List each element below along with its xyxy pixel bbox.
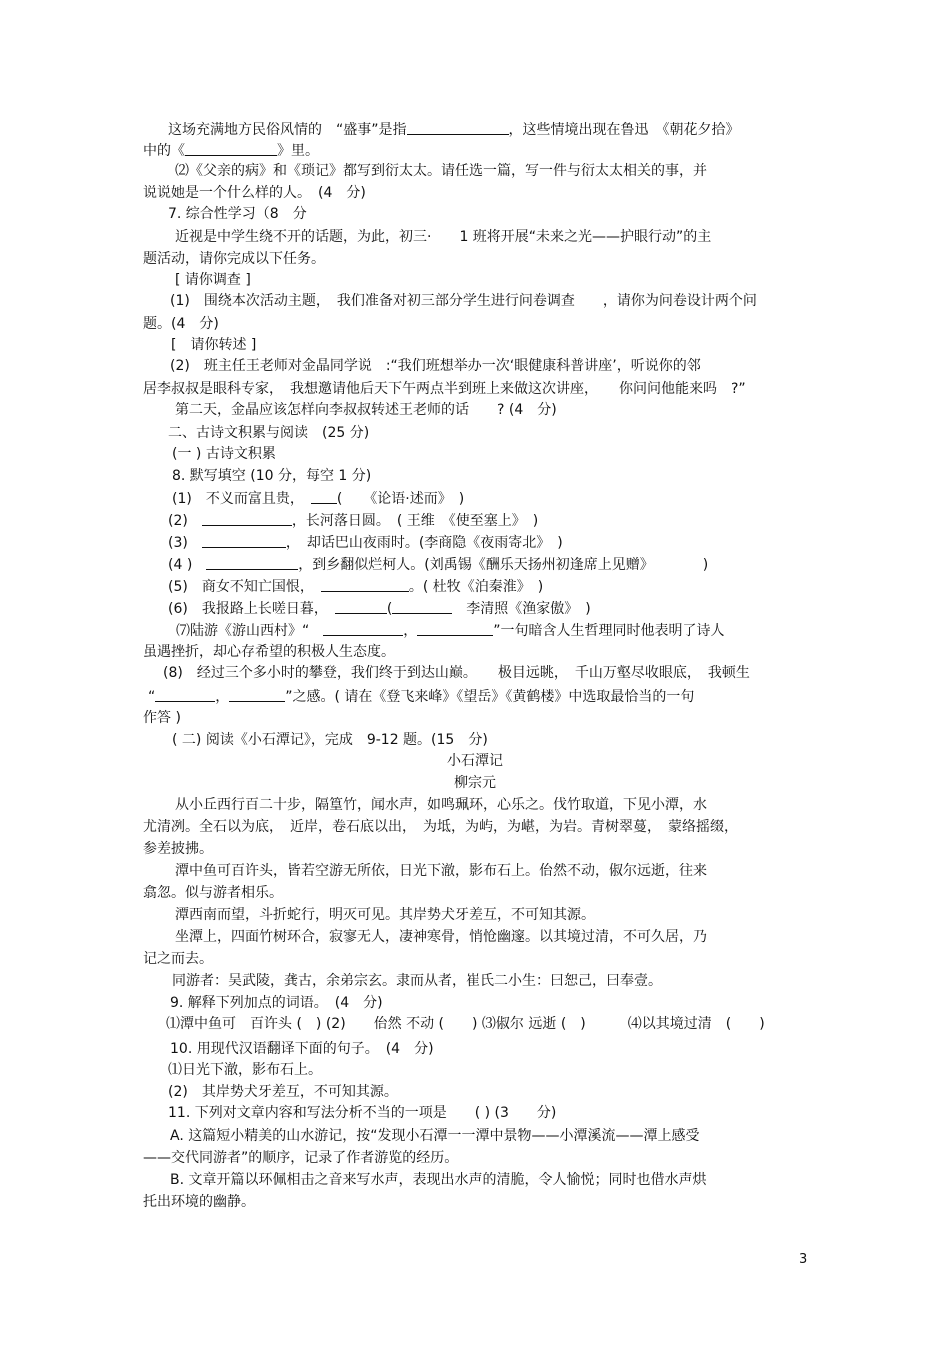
text-line — [175, 228, 711, 246]
line-text: (2) — [168, 513, 202, 529]
line-text: 参差披拂。 — [143, 841, 213, 857]
line-text: (1) 围绕本次活动主题， 我们准备对初三部分学生进行问卷调查 ，请你为问卷设计两个问 — [170, 293, 757, 309]
text-line — [143, 1149, 458, 1167]
line-text: (6) 我报路上长嗟日暮， — [168, 601, 335, 617]
text-line — [143, 840, 213, 858]
line-text: 潭西南而望，斗折蛇行，明灭可见。其岸势犬牙差互，不可知其源。 — [175, 907, 595, 923]
line-text: 8. 默写填空 (10 分，每空 1 分) — [172, 468, 372, 484]
answer-blank — [407, 120, 509, 135]
text-line — [171, 336, 256, 354]
text-line — [168, 1083, 398, 1101]
line-text: (4 ) — [168, 557, 207, 573]
text-line — [172, 445, 276, 463]
text-line — [168, 424, 369, 442]
text-line — [175, 796, 707, 814]
line-text: 尤清冽。全石以为底， 近岸，卷石底以出， 为坻，为屿，为嵁，为岩。青树翠蔓， 蒙络摇缀， — [143, 819, 738, 835]
answer-blank — [155, 687, 215, 702]
text-line — [143, 709, 181, 727]
line-text: 小石潭记 — [447, 753, 503, 769]
line-text: ，这些情境出现在鲁迅 《朝花夕拾》 — [508, 122, 740, 138]
text-line — [143, 380, 746, 398]
answer-blank — [229, 687, 285, 702]
text-line — [170, 994, 383, 1012]
line-text: B. 文章开篇以环佩相击之音来写水声，表现出水声的清脆，令人愉悦；同时也借水声烘 — [170, 1172, 707, 1188]
line-text: ”一句暗含人生哲理同时他表明了诗人 — [493, 623, 725, 639]
answer-blank — [321, 577, 409, 592]
answer-blank — [335, 599, 387, 614]
line-text: 说说她是一个什么样的人。 (4 分) — [143, 185, 366, 201]
text-line — [143, 184, 366, 202]
line-text: (一 ) 古诗文积累 — [172, 446, 276, 462]
line-text: 这场充满地方民俗风情的 “盛事”是指 — [168, 122, 407, 138]
line-text: 柳宗元 — [454, 775, 496, 791]
text-line — [166, 1015, 765, 1033]
text-line — [175, 401, 557, 419]
line-text: A. 这篇短小精美的山水游记，按“发现小石潭一一潭中景物——小潭溪流——潭上感受 — [170, 1128, 700, 1144]
answer-blank — [202, 533, 286, 548]
text-line — [168, 1104, 556, 1122]
line-text: 李清照《渔家傲》 ) — [452, 601, 591, 617]
line-text: 11. 下列对文章内容和写法分析不当的一项是 ( ) (3 分) — [168, 1105, 557, 1121]
answer-blank — [311, 489, 337, 504]
text-line — [172, 489, 464, 508]
text-line — [175, 162, 707, 180]
line-text: 题。(4 分) — [143, 316, 219, 332]
text-line — [168, 120, 740, 139]
line-text: 居李叔叔是眼科专家， 我想邀请他后天下午两点半到班上来做这次讲座， 你问问他能来吗 ?” — [143, 381, 746, 397]
line-text: [ 请你调查 ] — [175, 272, 251, 288]
line-text: 同游者：吴武陵，龚古，余弟宗玄。隶而从者，崔氏二小生：曰恕己，曰奉壹。 — [172, 973, 662, 989]
line-text: ， — [403, 623, 418, 639]
answer-blank — [323, 621, 403, 636]
line-text: 翕忽。似与游者相乐。 — [143, 885, 283, 901]
text-line — [170, 1171, 707, 1189]
text-line — [0, 752, 950, 770]
line-text: (5) 商女不知亡国恨， — [168, 579, 321, 595]
line-text: 中的《 — [143, 143, 185, 159]
line-text: 10. 用现代汉语翻译下面的句子。 (4 分) — [170, 1041, 434, 1057]
line-text: 近视是中学生绕不开的话题，为此，初三· 1 班将开展“未来之光——护眼行动”的主 — [175, 229, 712, 245]
line-text: 。( 杜牧《泊秦淮》 ) — [408, 579, 544, 595]
text-line — [168, 511, 538, 530]
text-line — [143, 315, 219, 333]
answer-blank — [417, 621, 493, 636]
line-text: ⑴日光下澈，影布石上。 — [168, 1062, 322, 1078]
text-line — [168, 555, 708, 574]
text-line — [148, 687, 694, 706]
line-text: ，到乡翻似烂柯人。(刘禹锡《酬乐天扬州初逢席上见赠》 ) — [298, 557, 709, 573]
text-line — [175, 271, 251, 289]
text-line — [143, 141, 319, 160]
text-line — [143, 950, 213, 968]
text-line — [172, 731, 488, 749]
line-text: 坐潭上，四面竹树环合，寂寥无人，凄神寒骨，悄怆幽邃。以其境过清，不可久居，乃 — [175, 929, 707, 945]
line-text: ——交代同游者”的顺序，记录了作者游览的经历。 — [143, 1150, 459, 1166]
text-line — [172, 972, 662, 990]
line-text: (3) — [168, 535, 202, 551]
text-line — [163, 664, 750, 682]
text-line — [170, 1040, 434, 1058]
text-line — [143, 884, 283, 902]
text-line — [143, 250, 325, 268]
text-line — [172, 467, 371, 485]
text-line — [143, 818, 738, 836]
line-text: 从小丘西行百二十步，隔篁竹，闻水声，如鸣珮环，心乐之。伐竹取道，下见小潭，水 — [175, 797, 707, 813]
page-number: 3 — [799, 1252, 808, 1267]
text-line — [170, 1127, 699, 1145]
text-line — [143, 1193, 255, 1211]
text-line — [176, 621, 725, 640]
line-text: ，长河落日圆。 ( 王维 《使至塞上》 ) — [291, 513, 539, 529]
text-line — [175, 928, 707, 946]
line-text: 题活动，请你完成以下任务。 — [143, 251, 325, 267]
text-line — [170, 357, 701, 375]
answer-blank — [206, 555, 298, 570]
text-line — [0, 774, 950, 792]
line-text: 虽遇挫折，却心存希望的积极人生态度。 — [143, 644, 395, 660]
line-text: ( — [386, 601, 393, 617]
line-text: (1) 不义而富且贵， — [172, 491, 311, 507]
text-line — [175, 862, 707, 880]
line-text: ， — [215, 689, 230, 705]
answer-blank — [185, 141, 277, 156]
line-text: “ — [148, 689, 156, 705]
text-line — [143, 643, 395, 661]
line-text: ⑴潭中鱼可 百许头 ( ) (2) 佁然 不动 ( ) ⑶俶尔 远逝 ( ) ⑷以其境过清 ( ) — [166, 1016, 765, 1032]
line-text: 托出环境的幽静。 — [143, 1194, 255, 1210]
text-line — [168, 577, 543, 596]
line-text: ⑵《父亲的病》和《琐记》都写到衍太太。请任选一篇，写一件与衍太太相关的事，并 — [175, 163, 707, 179]
line-text: 7. 综合性学习（8 分 — [168, 206, 307, 222]
line-text: 记之而去。 — [143, 951, 213, 967]
text-line — [170, 292, 757, 310]
line-text: ， 却话巴山夜雨时。(李商隐《夜雨寄北》 ) — [285, 535, 563, 551]
line-text: 》里。 — [277, 143, 319, 159]
line-text: (8) 经过三个多小时的攀登，我们终于到达山巅。 极目远眺， 千山万壑尽收眼底， 我顿生 — [163, 665, 750, 681]
line-text: 第二天，金晶应该怎样向李叔叔转述王老师的话 ? (4 分) — [175, 402, 557, 418]
line-text: (2) 其岸势犬牙差互，不可知其源。 — [168, 1084, 398, 1100]
line-text: 潭中鱼可百许头，皆若空游无所依，日光下澈，影布石上。佁然不动，俶尔远逝，往来 — [175, 863, 707, 879]
text-line — [168, 1061, 322, 1079]
line-text: ( 《论语·述而》 ) — [336, 491, 465, 507]
line-text: 二、古诗文积累与阅读 (25 分) — [168, 425, 370, 441]
text-line — [175, 906, 595, 924]
line-text: (2) 班主任王老师对金晶同学说 :“我们班想举办一次‘眼健康科普讲座’，听说你的邻 — [170, 358, 701, 374]
line-text: ”之感。( 请在《登飞来峰》《望岳》《黄鹤楼》中选取最恰当的一句 — [285, 689, 695, 705]
line-text: ⑺陆游《游山西村》“ — [176, 623, 324, 639]
answer-blank — [202, 511, 292, 526]
line-text: [ 请你转述 ] — [171, 337, 257, 353]
line-text: ( 二) 阅读《小石潭记》，完成 9-12 题。(15 分) — [172, 732, 488, 748]
line-text: 9. 解释下列加点的词语。 (4 分) — [170, 995, 383, 1011]
text-line — [168, 599, 591, 618]
line-text: 作答 ) — [143, 710, 181, 726]
text-line — [168, 533, 563, 552]
answer-blank — [392, 599, 452, 614]
text-line — [168, 205, 307, 223]
